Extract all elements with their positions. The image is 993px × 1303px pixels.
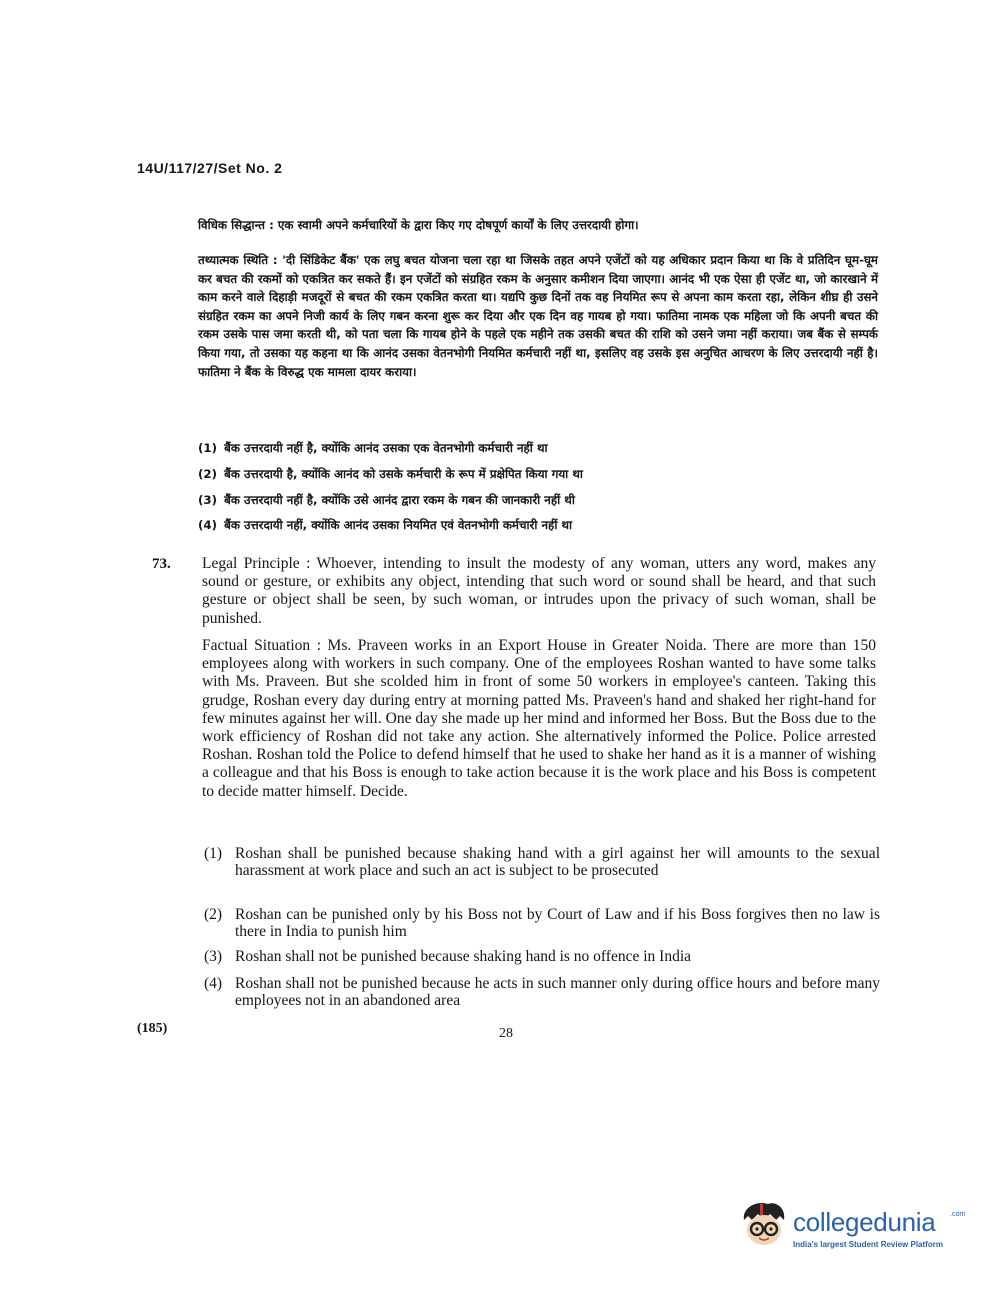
q72-legal-principle-hindi: विधिक सिद्धान्त : एक स्वामी अपने कर्मचारियों के द्वारा किए गए दोषपूर्ण कार्यों के लिए उत्तरदायी होगा।	[198, 218, 639, 232]
q72-option-4: (4) बैंक उत्तरदायी नहीं, क्योंकि आनंद उसका नियमित एवं वेतनभोगी कर्मचारी नहीं था	[198, 518, 573, 532]
page-number: 28	[499, 1026, 513, 1041]
q72-option-2: (2) बैंक उत्तरदायी है, क्योंकि आनंद को उसके कर्मचारी के रूप में प्रक्षेपित किया गया था	[198, 467, 583, 481]
q73-option-4: (4) Roshan shall not be punished because he acts in such manner only during office hours and before many employees not in an abandoned area	[204, 975, 880, 1009]
q73-number: 73.	[152, 556, 171, 572]
brand-domain: .com	[950, 1211, 966, 1218]
student-mascot-icon	[736, 1198, 792, 1254]
q72-factual-situation-hindi: तथ्यात्मक स्थिति : 'दी सिंडिकेट बैंक' एक लघु बचत योजना चला रहा था जिसके तहत अपने एजेंटों को यह अधिकार प्रदान किया था कि वे प्रतिदिन घूम-घूम कर बचत की रकमों को एकत्रित कर सकते हैं। इन एजेंटों को संग्रहित रकम के अनुसार कमीशन दिया जाएगा। आनंद भी एक ऐसा ही एजेंट था, जो कारखाने में काम करने वाले दिहाड़ी मजदूरों से बचत की रकम एकत्रित करता था। यद्यपि कुछ दिनों तक वह नियमित रूप से अपना काम करता रहा, लेकिन शीघ्र ही उसने संग्रहित रकम का अपने निजी कार्य के लिए गबन करना शुरू कर दिया और एक दिन वह गायब हो गया। फातिमा नामक एक महिला जो कि अपनी बचत की रकम उसके पास जमा करती थी, को पता चला कि गायब होने के पहले एक महीने तक उसकी बचत की राशि को उसने जमा नहीं कराया। जब बैंक से सम्पर्क किया गया, तो उसका यह कहना था कि आनंद उसका वेतनभोगी नियमित कर्मचारी नहीं था, इसलिए वह उसके इस अनुचित आचरण के लिए उत्तरदायी नहीं है। फातिमा ने बैंक के विरुद्ध एक मामला दायर कराया।	[198, 253, 878, 379]
brand-tagline: India's largest Student Review Platform	[793, 1240, 943, 1249]
q73-factual-situation: Factual Situation : Ms. Praveen works in an Export House in Greater Noida. There are more than 150 employees along with workers in such company. One of the employees Roshan wanted to have some talks with Ms. Praveen. But she scolded him in front of some 50 workers in employee's canteen. Taking this grudge, Roshan every day during entry at morning patted Ms. Praveen's hand and shaked her right-hand for few minutes against her will. One day she made up her mind and informed her Boss. But the Boss due to the work efficiency of Roshan did not take any action. She alternatively informed the Police. Police arrested Roshan. Roshan told the Police to defend himself that he used to shake her hand as it is a manner of wishing a colleague and that his Boss is enough to take action because it is the work place and his Boss is competent to decide matter himself. Decide.	[202, 637, 876, 800]
brand-name: collegedunia	[793, 1207, 936, 1237]
q72-option-1: (1) बैंक उत्तरदायी नहीं है, क्योंकि आनंद उसका एक वेतनभोगी कर्मचारी नहीं था	[198, 441, 548, 455]
q72-option-3: (3) बैंक उत्तरदायी नहीं है, क्योंकि उसे आनंद द्वारा रकम के गबन की जानकारी नहीं थी	[198, 493, 575, 507]
collegedunia-watermark	[736, 1198, 966, 1258]
q73-option-3: (3) Roshan shall not be punished because shaking hand is no offence in India	[204, 948, 692, 965]
q73-legal-principle: Legal Principle : Whoever, intending to insult the modesty of any woman, utters any word, makes any sound or gesture, or exhibits any object, intending that such word or sound shall be heard, and that such gesture or object shall be seen, by such woman, or intrudes upon the privacy of such woman, shall be punished.	[202, 555, 876, 627]
footer-code: (185)	[137, 1021, 168, 1036]
q73-option-2: (2) Roshan can be punished only by his Boss not by Court of Law and if his Boss forgives then no law is there in India to punish him	[204, 906, 880, 940]
paper-code: 14U/117/27/Set No. 2	[137, 160, 283, 176]
q73-option-1: (1) Roshan shall be punished because shaking hand with a girl against her will amounts to the sexual harassment at work place and such an act is subject to be prosecuted	[204, 845, 880, 879]
